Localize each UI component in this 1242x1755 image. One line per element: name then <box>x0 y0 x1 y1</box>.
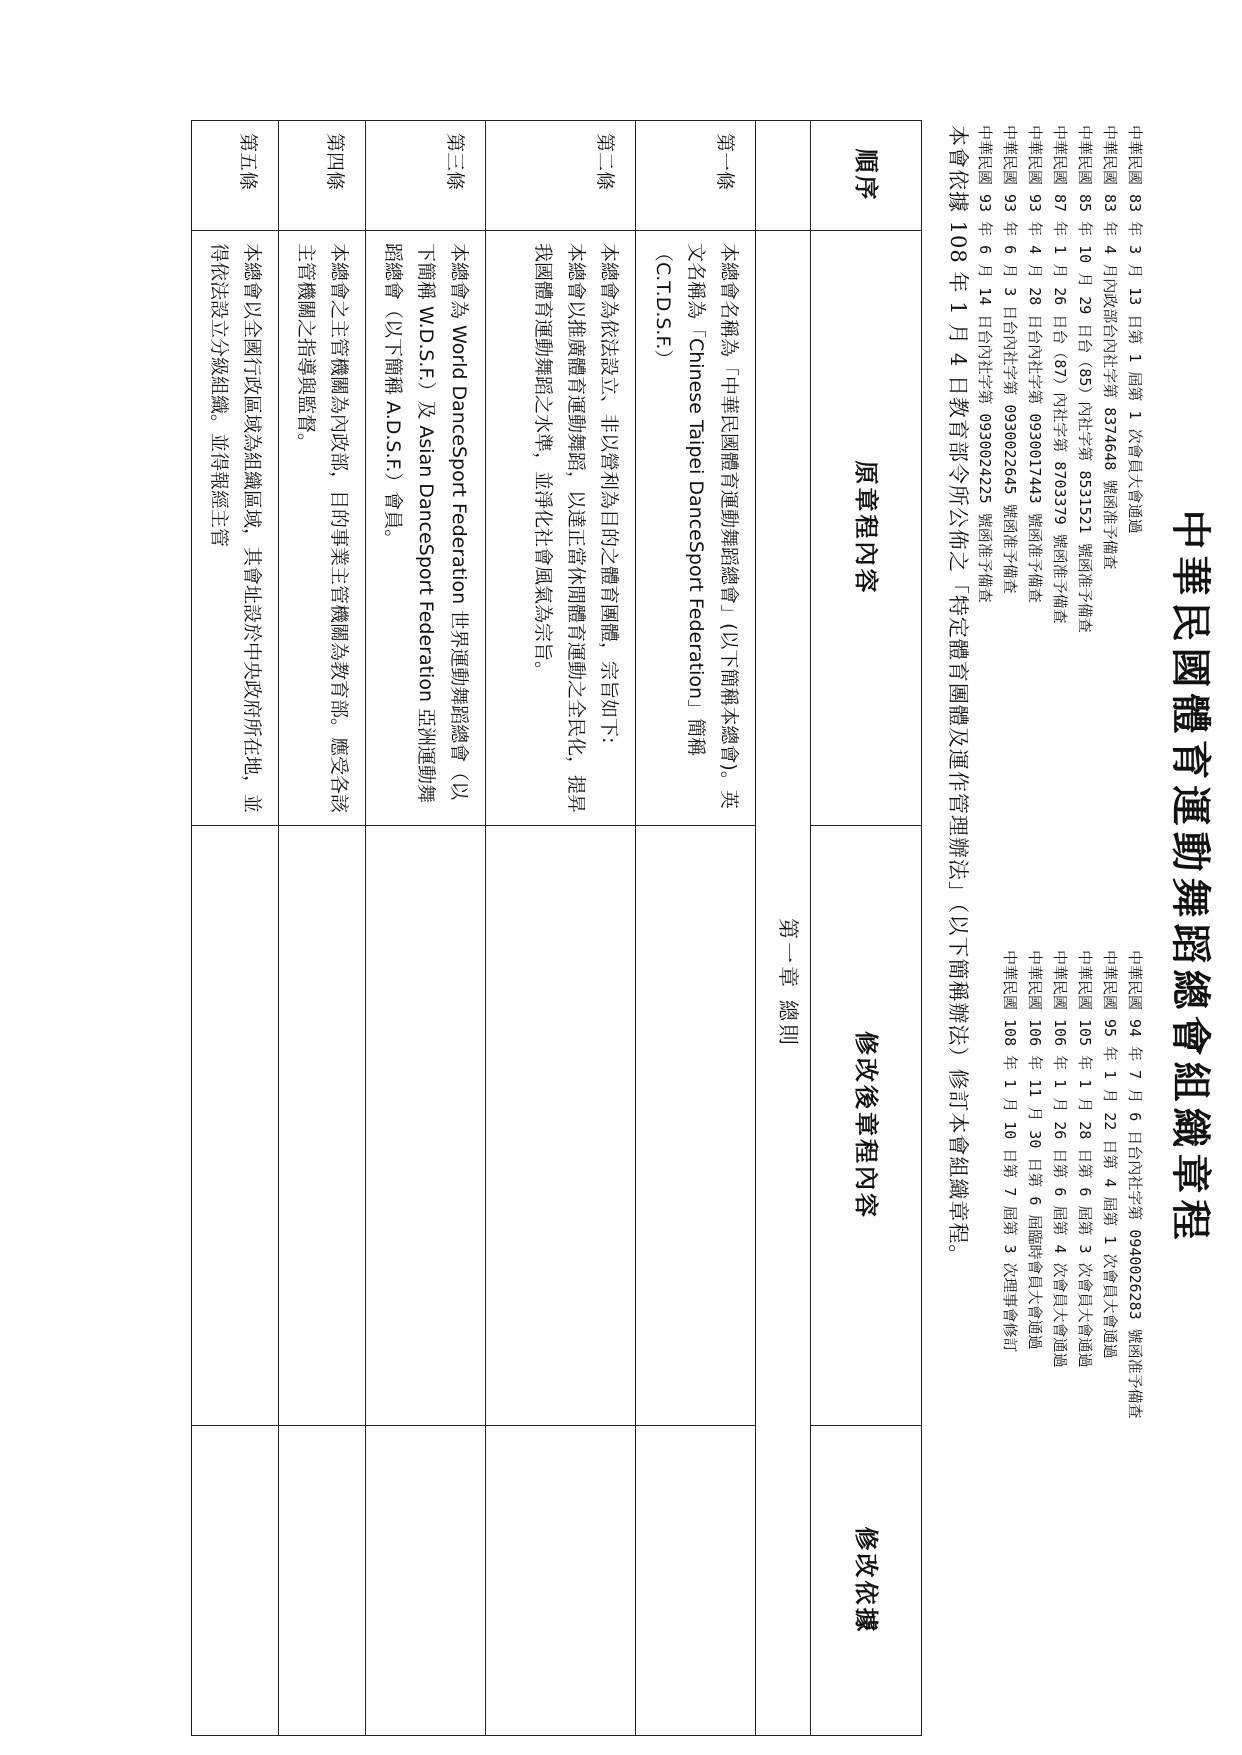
history-line: 中華民國 106 年 1 月 26 日第 6 屆第 4 次會員大會通過 <box>1051 950 1069 1368</box>
article-number: 第五條 <box>192 121 279 231</box>
table-row <box>486 121 636 1736</box>
table-header-row <box>811 121 922 1736</box>
original-paragraph: 本總會為 World DanceSport Federation 世界運動舞蹈總會（以下簡稱 W.D.S.F.）及 Asian DanceSport Federation 亞洲運動舞蹈總會（以下簡稱 A.D.S.F.）會員。 <box>382 243 470 804</box>
header-basis: 修改依據 <box>811 1426 922 1736</box>
header-original: 原章程內容 <box>811 231 922 826</box>
basis-cell <box>192 1426 279 1736</box>
header-order: 順序 <box>811 121 922 231</box>
comparison-table <box>191 120 922 1736</box>
table-row <box>366 121 486 1736</box>
article-number: 第四條 <box>279 121 366 231</box>
original-content-cell <box>192 231 279 826</box>
original-content-cell <box>636 231 756 826</box>
basis-cell <box>636 1426 756 1736</box>
revised-content-cell <box>636 826 756 1426</box>
revised-content-cell <box>192 826 279 1426</box>
history-line: 中華民國 83 年 4 月內政部台內社字第 8374648 號函准予備查 <box>1101 125 1119 570</box>
basis-cell <box>366 1426 486 1736</box>
basis-cell <box>486 1426 636 1736</box>
table-row <box>636 121 756 1736</box>
amendment-history-left <box>972 125 1147 633</box>
history-line: 中華民國 93 年 6 月 3 日台內社字第 0930022645 號函准予備查 <box>1001 125 1019 594</box>
article-number: 第一條 <box>636 121 756 231</box>
original-paragraph: 本總會為依法設立、非以營利為目的之體育團體，宗旨如下: <box>598 243 620 744</box>
history-line: 中華民國 83 年 3 月 13 日第 1 屆第 1 次會員大會通過 <box>1126 125 1144 534</box>
chapter-heading: 第一章 總則 <box>756 231 811 1736</box>
revised-content-cell <box>366 826 486 1426</box>
chapter-row <box>756 121 811 1736</box>
history-line: 中華民國 105 年 1 月 28 日第 6 屆第 3 次會員大會通過 <box>1076 950 1094 1368</box>
history-line: 中華民國 106 年 11 月 30 日第 6 屆臨時會員大會通過 <box>1026 950 1044 1350</box>
history-line: 中華民國 93 年 4 月 28 日台內社字第 0930017443 號函准予備查 <box>1026 125 1044 603</box>
basis-cell <box>279 1426 366 1736</box>
header-revised: 修改後章程內容 <box>811 826 922 1426</box>
history-line: 中華民國 85 年 10 月 29 日台（85）內社字第 8531521 號函准予備查 <box>1076 125 1094 633</box>
document-title: 中華民國體育運動舞蹈總會組織章程 <box>1167 509 1214 1246</box>
history-line: 中華民國 94 年 7 月 6 日台內社字第 0940026283 號函准予備查 <box>1126 950 1144 1419</box>
article-number: 第三條 <box>366 121 486 231</box>
revised-content-cell <box>279 826 366 1426</box>
original-paragraph: 本總會之主管機關為內政部，目的事業主管機關為教育部。應受各該主管機關之指導與監督。 <box>295 243 350 814</box>
chapter-order-cell <box>756 121 811 231</box>
original-content-cell <box>366 231 486 826</box>
article-number: 第二條 <box>486 121 636 231</box>
revised-content-cell <box>486 826 636 1426</box>
history-line: 中華民國 108 年 1 月 10 日第 7 屆第 3 次理事會修訂 <box>1001 950 1019 1353</box>
table-row <box>279 121 366 1736</box>
history-line: 中華民國 93 年 6 月 14 日台內社字第 0930024225 號函准予備查 <box>976 125 994 603</box>
history-line: 中華民國 95 年 1 月 22 日第 4 屆第 1 次會員大會通過 <box>1101 950 1119 1359</box>
amendment-history-right <box>997 950 1147 1419</box>
history-line: 中華民國 87 年 1 月 26 日台（87）內社字第 8703379 號函准予備查 <box>1051 125 1069 624</box>
original-paragraph: 本總會名稱為「中華民國體育運動舞蹈總會」(以下簡稱本總會)。英文名稱為「Chinese Taipei DanceSport Federation」簡稱（C.T.D.S.F.） <box>652 243 740 809</box>
preamble: 本會依據 108 年 1 月 4 日教育部令所公佈之「特定體育團體及運作管理辦法」（以下簡稱辦法）修訂本會組織章程。 <box>946 125 970 1267</box>
original-content-cell <box>486 231 636 826</box>
original-content-cell <box>279 231 366 826</box>
original-paragraph: 本總會以全國行政區域為組織區域，其會址設於中央政府所在地，並得依法設立分級組織。並得報經主管 <box>208 243 263 814</box>
original-paragraph: 本總會以推廣體育運動舞蹈，以達正當休閒體育運動之全民化，提昇我國體育運動舞蹈之水準，並淨化社會風氣為宗旨。 <box>532 243 587 814</box>
table-row <box>192 121 279 1736</box>
